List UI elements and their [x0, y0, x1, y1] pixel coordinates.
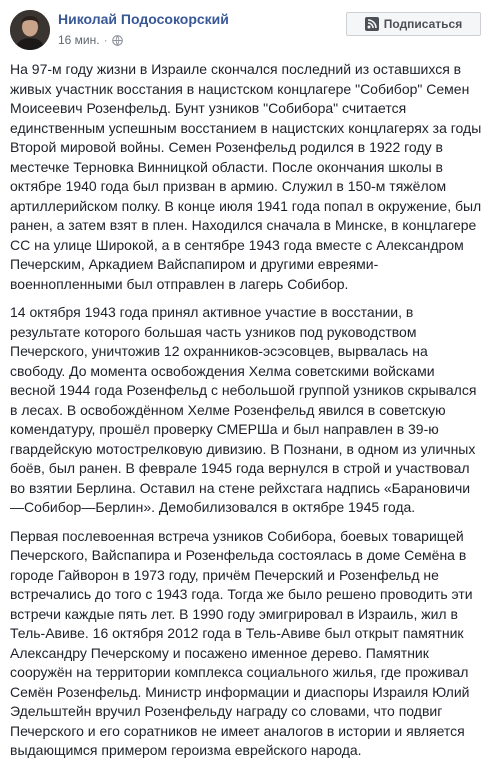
timestamp[interactable]: 16 мин.: [58, 33, 100, 47]
post-body: [10, 60, 482, 770]
subscribe-button[interactable]: [346, 12, 481, 36]
post-paragraph: Первая послевоенная встреча узников Собибора, боевых товарищей Печерского, Вайспапира и Розенфельда состоялась в доме Семёна в городе Гайворон в 1973 году, причём Печерский и Розенфельд не встречались до того с 1943 года. Тогда же было решено проводить эти встречи каждые пять лет. В 1990 году эмигрировал в Израиль, жил в Тель-Авиве. 16 октября 2012 года в Тель-Авиве был открыт памятник Александру Печерскому и посажено именное дерево. Памятник сооружён на территории комплекса социального жилья, где проживал Семён Розенфельд. Министр информации и диаспоры Израиля Юлий Эдельштейн вручил Розенфельду награду со словами, что подвиг Печерского и его соратников не имеет аналогов в истории и является выдающимся примером героизма еврейского народа.: [10, 527, 473, 758]
avatar[interactable]: [10, 10, 50, 50]
post-paragraph: На 97-м году жизни в Израиле скончался последний из оставшихся в живых участник восстания в нацистском концлагере "Собибор" Семен Моисеевич Розенфельд. Бунт узников "Собибора" считается единственным успешным восстанием в нацистских концлагерях за годы Второй мировой войны. Семен Розенфельд родился в 1922 году в местечке Терновка Винницкой области. После окончания школы в октябре 1940 года был призван в армию. Служил в 150-м тяжёлом артиллерийском полку. В конце июля 1941 года попал в окружение, был ранен, а затем взят в плен. Находился сначала в Минске, в концлагере СС на улице Широкой, а в сентябре 1943 года вместе с Александром Печерским, Аркадием Вайспапиром и другими евреями-военнопленными был отправлен в лагерь Собибор.: [10, 61, 482, 292]
post-header: [0, 0, 491, 56]
author-name[interactable]: Николай Подосокорский: [58, 11, 229, 27]
rss-icon: [365, 17, 379, 31]
subscribe-label: Подписаться: [383, 17, 463, 31]
post-paragraph: 14 октября 1943 года принял активное участие в восстании, в результате которого большая часть узников под руководством Печерского, уничтожив 12 охранников-эсэсовцев, вырвалась на свободу. До момента освобождения Хелма советскими войсками весной 1944 года Розенфельд с небольшой группой узников скрывался в лесах. В освобождённом Хелме Розенфельд явился в советскую комендатуру, прошёл проверку СМЕРШа и был направлен в 39-ю гвардейскую мотострелковую дивизию. В Познани, в одном из уличных боёв, был ранен. В феврале 1945 года вернулся в строй и участвовал во взятии Берлина. Оставил на стене рейхстага надпись «Барановичи—Собибор—Берлин». Демобилизовался в октябре 1945 года.: [10, 304, 477, 515]
post-meta: [58, 33, 123, 47]
meta-separator: ·: [103, 33, 108, 47]
globe-icon: [112, 35, 123, 46]
